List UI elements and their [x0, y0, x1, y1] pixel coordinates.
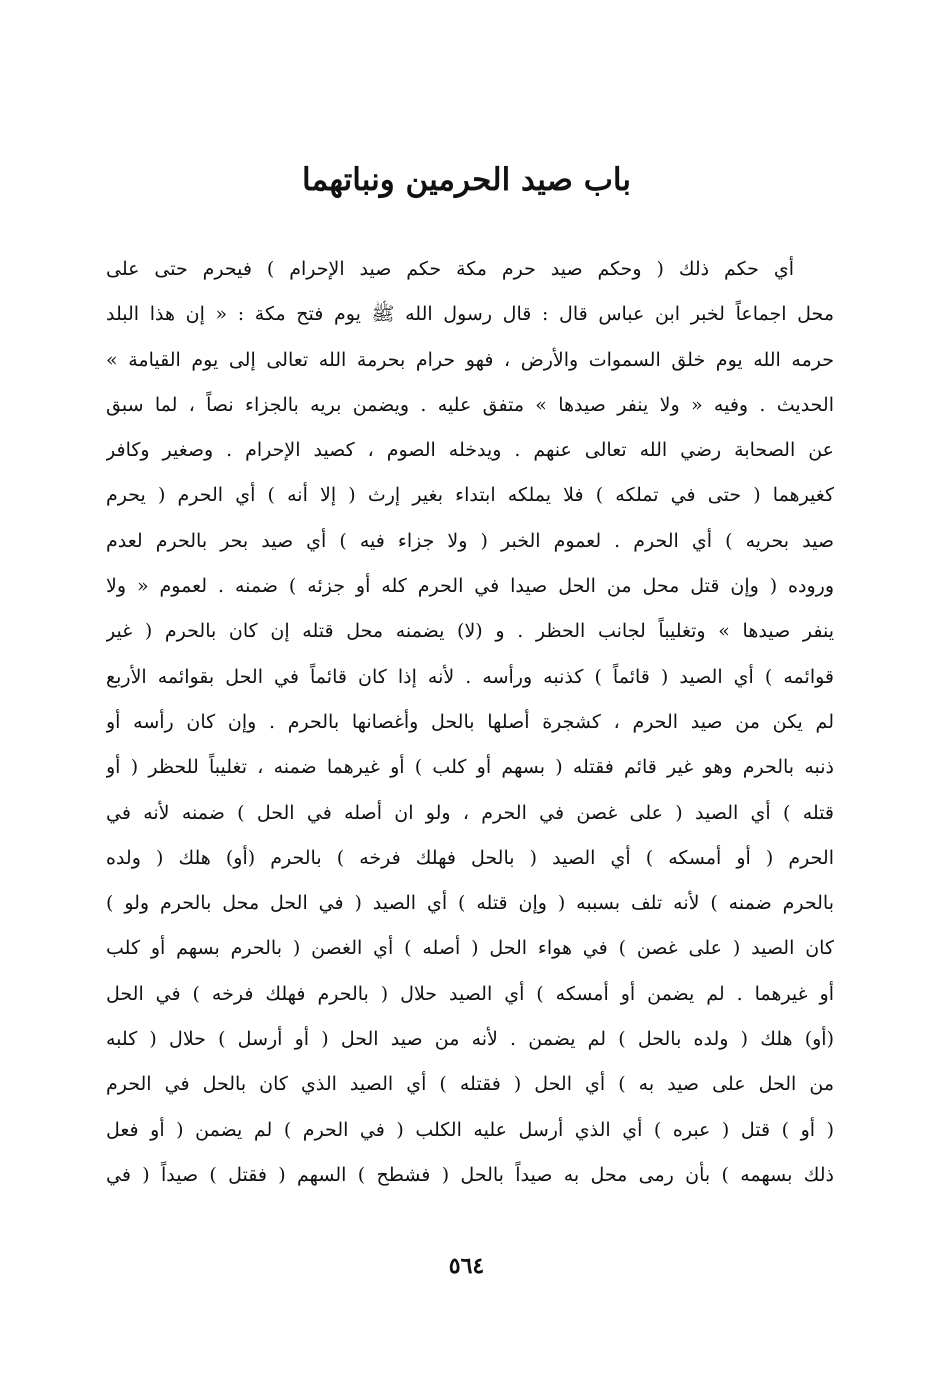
- text-line: الحديث . وفيه « ولا ينفر صيدها » متفق عليه . ويضمن بريه بالجزاء نصاً ، لما سبق: [106, 393, 834, 416]
- page-number: ٥٦٤: [448, 1253, 485, 1279]
- body-text: [106, 247, 834, 1198]
- text-line: عن الصحابة رضي الله تعالى عنهم . ويدخله الصوم ، كصيد الإحرام . وصغير وكافر: [106, 439, 834, 462]
- text-line: بالحرم ضمنه ) لأنه تلف بسببه ( وإن قتله ) أي الصيد ( في الحل محل بالحرم ولو ): [106, 892, 834, 915]
- text-line: محل اجماعاً لخبر ابن عباس قال : قال رسول الله ﷺ يوم فتح مكة : « إن هذا البلد: [106, 303, 834, 326]
- text-line: لم يكن من صيد الحرم ، كشجرة أصلها بالحل وأغصانها بالحرم . وإن كان رأسه أو: [106, 710, 834, 733]
- text-line: أي حكم ذلك ( وحكم صيد حرم مكة حكم صيد الإحرام ) فيحرم حتى على: [106, 258, 794, 280]
- text-line: صيد بحريه ) أي الحرم . لعموم الخبر ( ولا جزاء فيه ) أي صيد بحر بالحرم لعدم: [106, 529, 834, 552]
- text-line: الحرم ( أو أمسكه ) أي الصيد ( بالحل فهلك فرخه ) بالحرم (أو) هلك ( ولده: [106, 846, 834, 869]
- text-line: أو غيرهما . لم يضمن أو أمسكه ) أي الصيد حلال ( بالحرم فهلك فرخه ) في الحل: [106, 982, 834, 1005]
- text-line: ينفر صيدها » وتغليباً لجانب الحظر . و (لا) يضمنه محل قتله إن كان بالحرم ( غير: [106, 620, 834, 643]
- text-line: من الحل على صيد به ) أي الحل ( فقتله ) أي الصيد الذي كان بالحل في الحرم: [106, 1073, 834, 1096]
- text-line: ( أو ) قتل ( عبره ) أي الذي أرسل عليه الكلب ( في الحرم ) لم يضمن ( أو فعل: [106, 1118, 834, 1141]
- text-line: وروده ( وإن قتل محل من الحل صيدا في الحرم كله أو جزئه ) ضمنه . لعموم « ولا: [106, 575, 834, 598]
- text-line: قتله ) أي الصيد ( على غصن في الحرم ، ولو ان أصله في الحل ) ضمنه لأنه في: [106, 801, 834, 824]
- text-line: حرمه الله يوم خلق السموات والأرض ، فهو حرام بحرمة الله تعالى إلى يوم القيامة »: [106, 348, 834, 371]
- text-line: ذلك بسهمه ) بأن رمى محل به صيداً بالحل ( فشطح ) السهم ( فقتل ) صيداً ( في: [106, 1163, 834, 1186]
- chapter-title: باب صيد الحرمين ونباتهما: [302, 162, 631, 198]
- text-line: (أو) هلك ( ولده بالحل ) لم يضمن . لأنه من صيد الحل ( أو أرسل ) حلال ( كلبه: [106, 1028, 834, 1051]
- text-line: قوائمه ) أي الصيد ( قائماً ) كذنبه ورأسه . لأنه إذا كان قائماً في الحل بقوائمه الأربع: [106, 665, 834, 688]
- text-line: كان الصيد ( على غصن ) في هواء الحل ( أصله ) أي الغصن ( بالحرم بسهم أو كلب: [106, 937, 834, 960]
- text-line: كغيرهما ( حتى في تملكه ) فلا يملكه ابتداء بغير إرث ( إلا أنه ) أي الحرم ( يحرم: [106, 484, 834, 507]
- text-line: ذنبه بالحرم وهو غير قائم فقتله ( بسهم أو كلب ) أو غيرهما ضمنه ، تغليباً للحظر ( أو: [106, 756, 834, 779]
